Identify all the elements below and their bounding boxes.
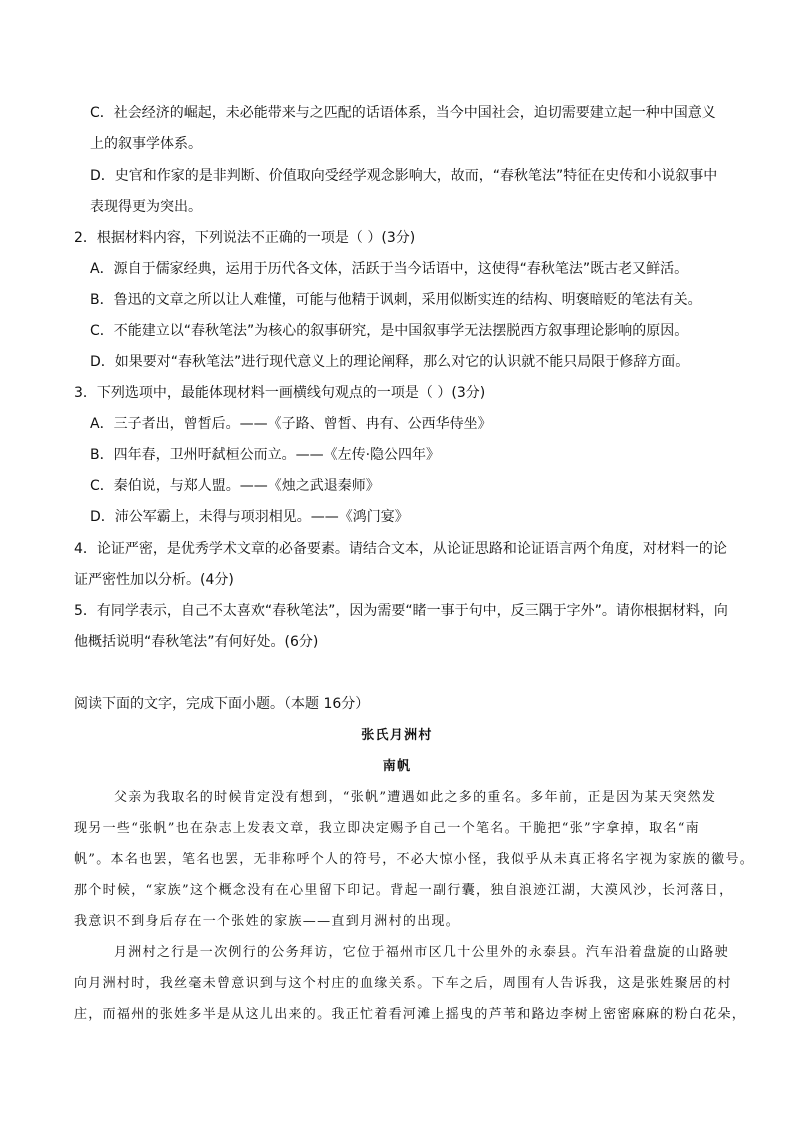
paragraph-1-line-4: 那个时候，“家族”这个概念没有在心里留下印记。背起一副行囊，独自浪迹江湖，大漠风沙，长河落日， <box>74 883 734 898</box>
article-author: 南帆 <box>382 759 412 774</box>
article-title: 张氏月洲村 <box>361 728 433 743</box>
q1-option-d-line2: 表现得更为突出。 <box>90 199 202 215</box>
q1-option-c-line2: 上的叙事学体系。 <box>90 136 202 152</box>
q4-line2: 证严密性加以分析。(4分) <box>74 572 234 588</box>
q5-line1: 5．有同学表示，自己不太喜欢“春秋笔法”，因为需要“睹一事于句中，反三隅于字外”。请你根据材料，向 <box>74 603 728 619</box>
paragraph-2-line-3: 庄，而福州的张姓多半是从这儿出来的。我正忙着看河滩上摇曳的芦苇和路边李树上密密麻麻的粉白花朵， <box>74 1007 747 1022</box>
q5-line2: 他概括说明“春秋笔法”有何好处。(6分) <box>74 634 319 650</box>
q2-option-d: D．如果要对“春秋笔法”进行现代意义上的理论阐释，那么对它的认识就不能只局限于修辞方面。 <box>90 354 690 370</box>
q2-stem: 2．根据材料内容，下列说法不正确的一项是（ ）(3分) <box>74 230 416 246</box>
paragraph-1-line-3: 帆”。本名也罢，笔名也罢，无非称呼个人的符号，不必大惊小怪，我似乎从未真正将名字视为家族的徽号。 <box>74 852 755 867</box>
paragraph-2-line-1: 月洲村之行是一次例行的公务拜访，它位于福州市区几十公里外的永泰县。汽车沿着盘旋的山路驶 <box>114 945 729 960</box>
q3-option-b: B．四年春，卫州吁弑桓公而立。——《左传·隐公四年》 <box>90 447 441 463</box>
q2-option-a: A．源自于儒家经典，运用于历代各文体，活跃于当今话语中，这使得“春秋笔法”既古老又鲜活。 <box>90 261 689 277</box>
section-instruction: 阅读下面的文字，完成下面小题。（本题 16分） <box>74 696 370 712</box>
q2-option-b: B．鲁迅的文章之所以让人难懂，可能与他精于讽刺，采用似断实连的结构、明褒暗贬的笔法有关。 <box>90 292 702 308</box>
q3-stem: 3．下列选项中，最能体现材料一画横线句观点的一项是（ ）(3分) <box>74 385 486 401</box>
q3-option-a: A．三子者出，曾皙后。——《子路、曾皙、冉有、公西华侍坐》 <box>90 416 492 432</box>
q2-option-c: C．不能建立以“春秋笔法”为核心的叙事研究，是中国叙事学无法摆脱西方叙事理论影响的原因。 <box>90 323 689 339</box>
paragraph-1-line-5: 我意识不到身后存在一个张姓的家族——直到月洲村的出现。 <box>74 914 461 929</box>
paragraph-1-line-1: 父亲为我取名的时候肯定没有想到，“张帆”遭遇如此之多的重名。多年前，正是因为某天突然发 <box>114 790 717 805</box>
q1-option-c-line1: C．社会经济的崛起，未必能带来与之匹配的话语体系，当今中国社会，迫切需要建立起一种中国意义 <box>90 105 716 121</box>
q4-line1: 4．论证严密，是优秀学术文章的必备要素。请结合文本，从论证思路和论证语言两个角度，对材料一的论 <box>74 541 727 557</box>
q1-option-d-line1: D．史官和作家的是非判断、价值取向受经学观念影响大，故而，“春秋笔法”特征在史传和小说叙事中 <box>90 168 718 184</box>
paragraph-1-line-2: 现另一些“张帆”也在杂志上发表文章，我立即决定赐予自己一个笔名。干脆把“张”字拿掉，取名“南 <box>74 821 701 836</box>
q3-option-c: C．秦伯说，与郑人盟。——《烛之武退秦师》 <box>90 478 380 494</box>
q3-option-d: D．沛公军霸上，未得与项羽相见。——《鸿门宴》 <box>90 509 409 525</box>
paragraph-2-line-2: 向月洲村时，我丝毫未曾意识到与这个村庄的血缘关系。下车之后，周围有人告诉我，这是张姓聚居的村 <box>74 976 732 991</box>
